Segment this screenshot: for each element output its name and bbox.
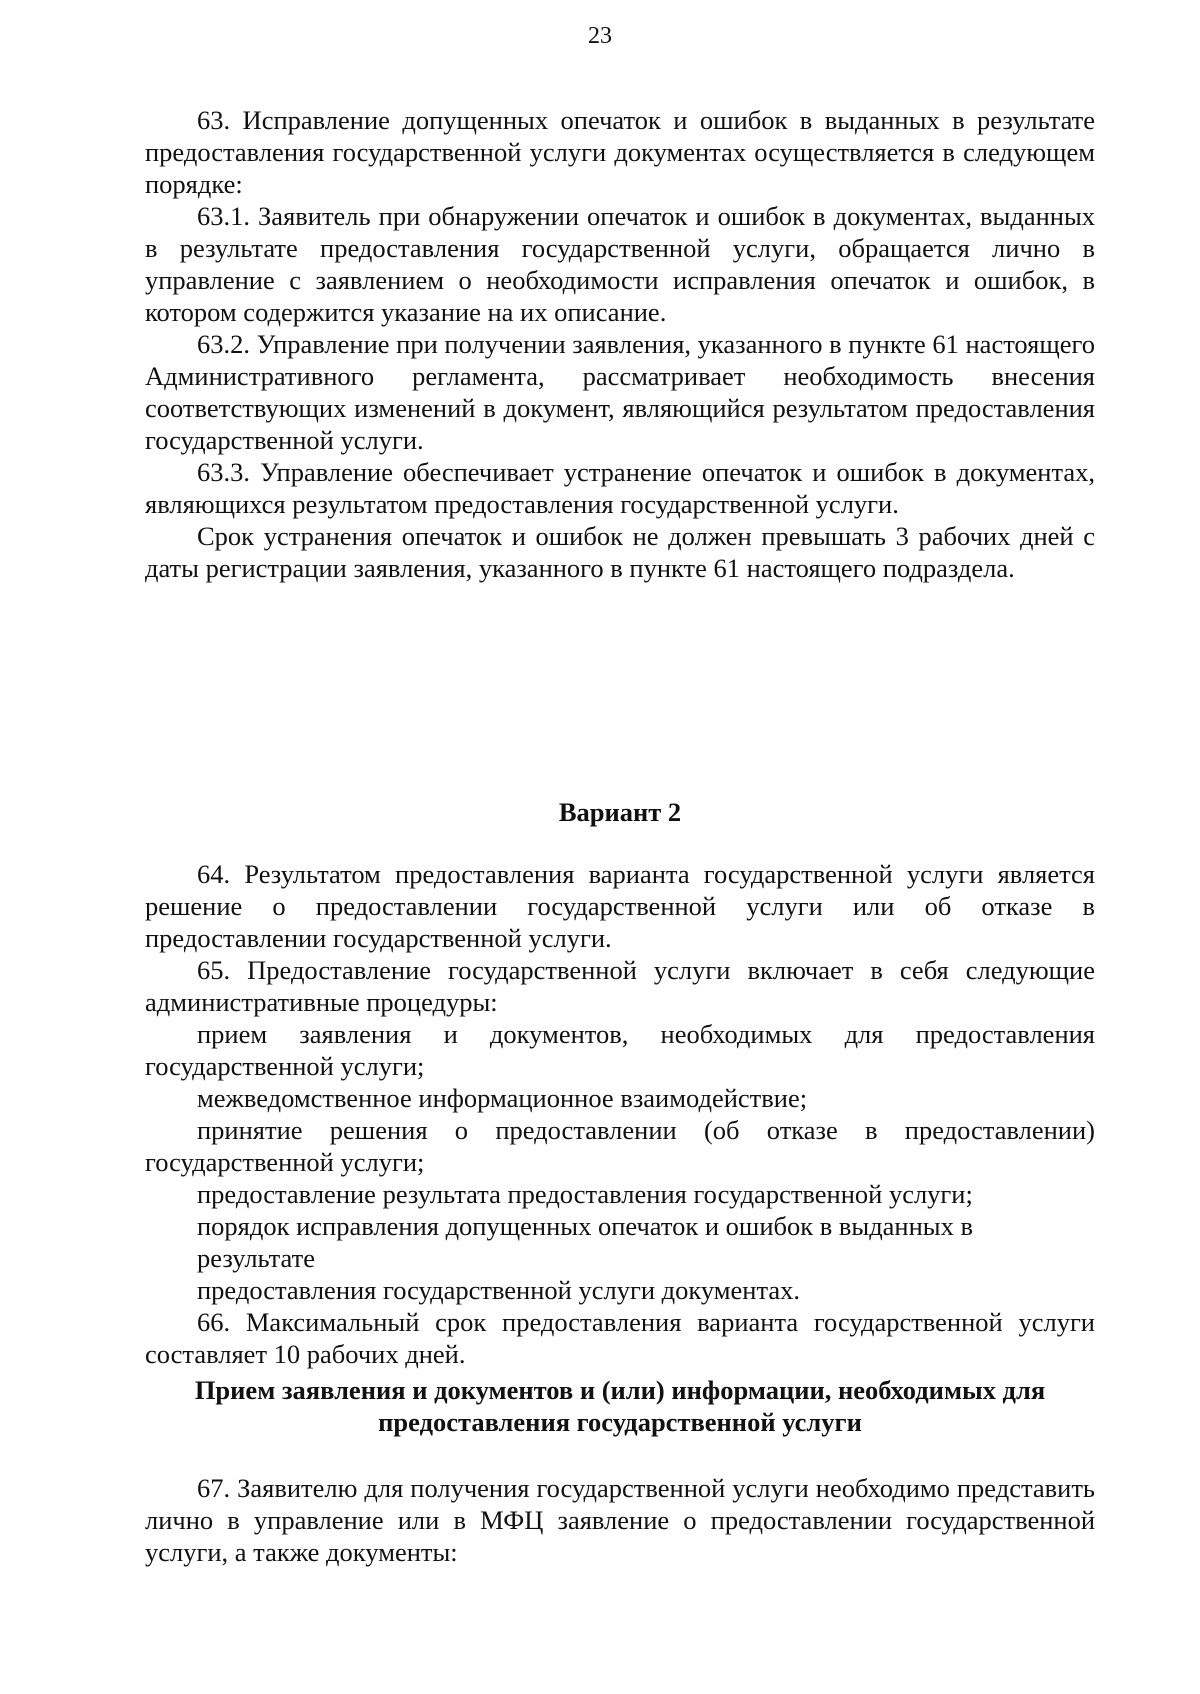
procedure-item-reception: прием заявления и документов, необходимых для предоставления государственной услуги;: [145, 1019, 1095, 1081]
section-typo-correction: [145, 104, 1095, 584]
procedure-item-correction-line-1: порядок исправления допущенных опечаток и ошибок в выданных в результате: [197, 1211, 973, 1273]
paragraph-65: 65. Предоставление государственной услуги включает в себя следующие административные процедуры:: [145, 955, 1095, 1017]
subheading-line-1: Прием заявления и документов и (или) информации, необходимых для: [194, 1375, 1046, 1405]
paragraph-63-1: 63.1. Заявитель при обнаружении опечаток и ошибок в документах, выданных в результате предоставления государственной услуги, обращается лично в управление с заявлением о необходимости исправления опечаток и ошибок, в котором содержится указание на их описание.: [145, 201, 1095, 327]
page-number: 23: [588, 23, 612, 49]
paragraph-66: 66. Максимальный срок предоставления варианта государственной услуги составляет 10 рабочих дней.: [145, 1307, 1095, 1369]
paragraph-64: 64. Результатом предоставления варианта государственной услуги является решение о предоставлении государственной услуги или об отказе в предоставлении государственной услуги.: [145, 859, 1095, 953]
paragraph-63-3: 63.3. Управление обеспечивает устранение опечаток и ошибок в документах, являющихся результатом предоставления государственной услуги.: [145, 457, 1095, 519]
section-application-reception: [145, 1472, 1095, 1568]
variant-heading: Вариант 2: [558, 797, 682, 827]
procedure-item-correction-line-2: предоставления государственной услуги документах.: [197, 1275, 801, 1305]
paragraph-63-2: 63.2. Управление при получении заявления, указанного в пункте 61 настоящего Административного регламента, рассматривает необходимость внесения соответствующих изменений в документ, являющийся результатом предоставления государственной услуги.: [145, 329, 1095, 455]
procedure-item-decision: принятие решения о предоставлении (об отказе в предоставлении) государственной услуги;: [145, 1115, 1095, 1177]
section-subheading: [145, 1374, 1095, 1438]
procedure-item-result: предоставление результата предоставления государственной услуги;: [197, 1179, 973, 1209]
subheading-line-2: предоставления государственной услуги: [378, 1407, 862, 1437]
paragraph-67: 67. Заявителю для получения государственной услуги необходимо представить лично в управление или в МФЦ заявление о предоставлении государственной услуги, а также документы:: [145, 1473, 1095, 1567]
paragraph-63: 63. Исправление допущенных опечаток и ошибок в выданных в результате предоставления государственной услуги документах осуществляется в следующем порядке:: [145, 105, 1095, 199]
procedure-item-interagency: межведомственное информационное взаимодействие;: [197, 1083, 808, 1113]
paragraph-correction-deadline: Срок устранения опечаток и ошибок не должен превышать 3 рабочих дней с даты регистрации заявления, указанного в пункте 61 настоящего подраздела.: [145, 521, 1095, 583]
section-variant-2: [145, 858, 1095, 1370]
